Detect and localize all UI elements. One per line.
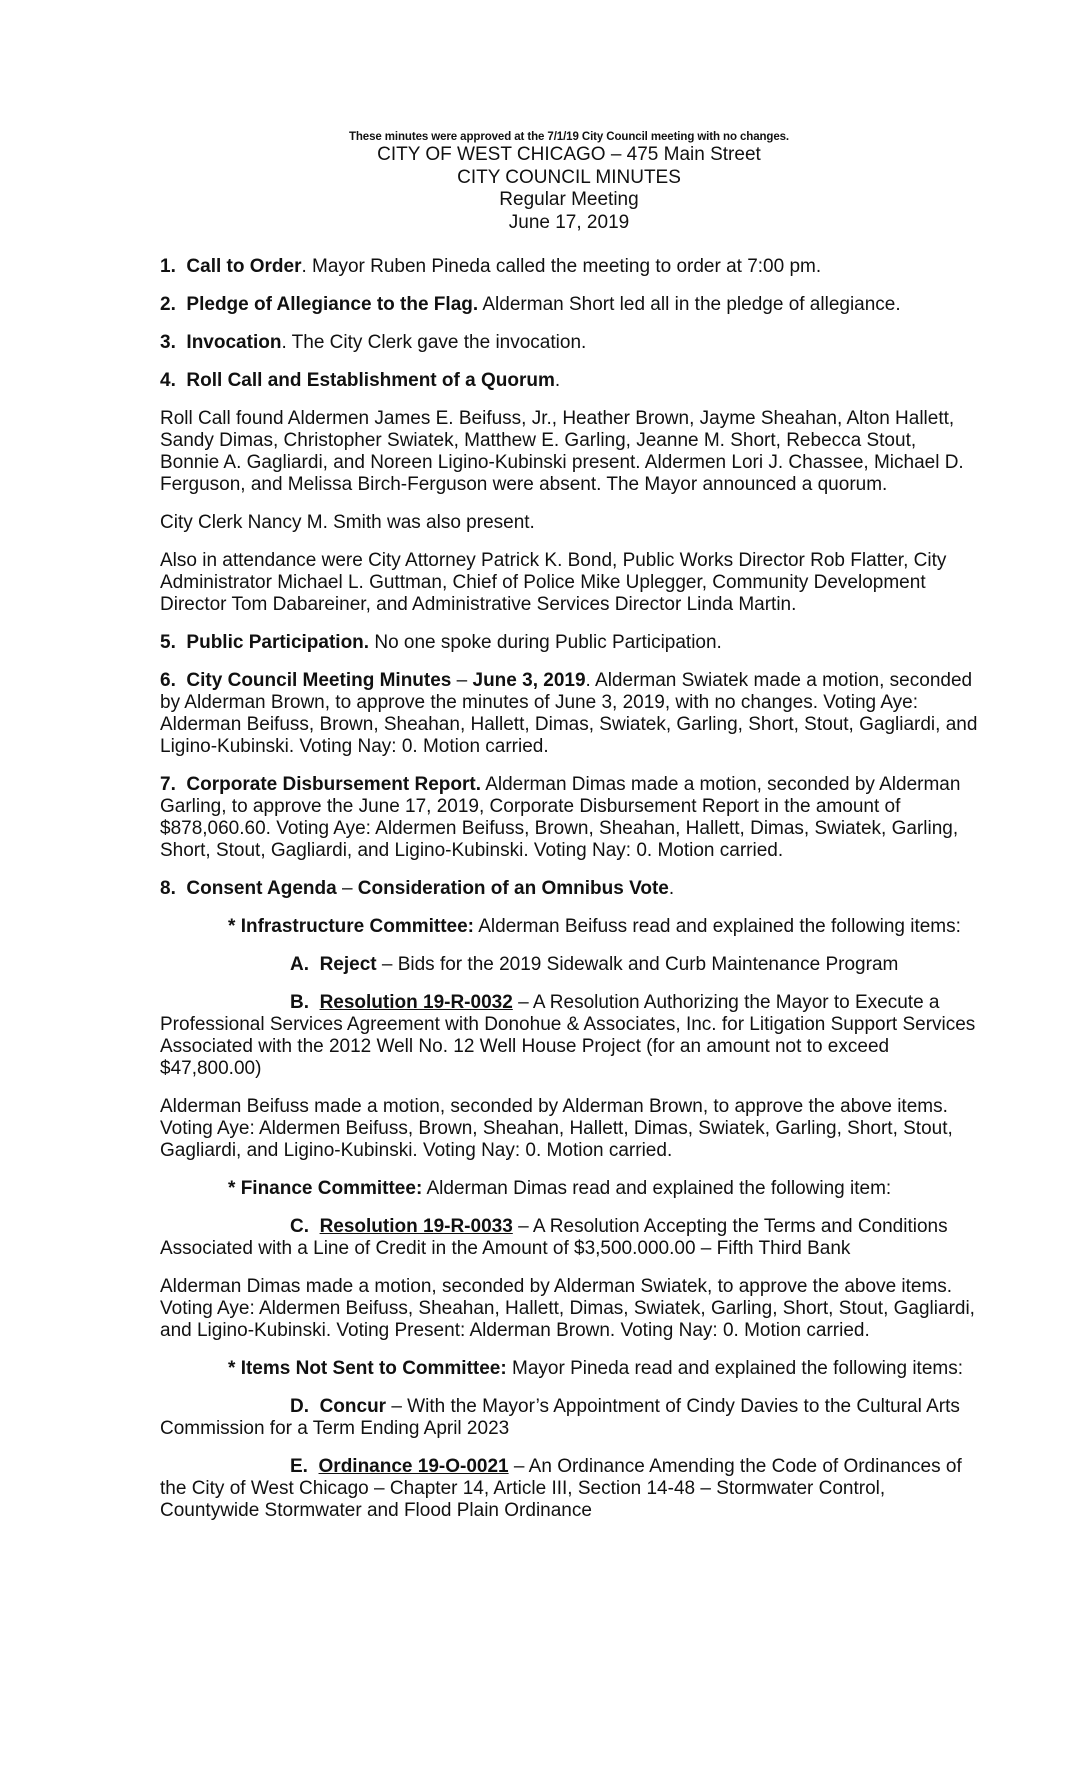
committee-text: Mayor Pineda read and explained the following items: — [506, 1358, 963, 1379]
section-title: Pledge of Allegiance to the Flag. — [186, 294, 479, 315]
section-number: 4. — [160, 370, 176, 391]
finance-motion: Alderman Dimas made a motion, seconded by Alderman Swiatek, to approve the above items. Voting Aye: Aldermen Beifuss, Sheahan, Hallett, Dimas, Swiatek, Garling, Short, Stout, Gagliardi, and Ligino-Kubinski. Voting Present: Alderman Brown. Voting Nay: 0. Motion carried. — [160, 1276, 975, 1341]
item-title: Resolution 19-R-0032 — [319, 992, 513, 1013]
document-title: CITY COUNCIL MINUTES — [457, 166, 681, 188]
agenda-item-c — [160, 1216, 978, 1260]
section-text: . Alderman Swiatek made a motion, seconded by Alderman Brown, to approve the minutes of June 3, 2019, with no changes. Voting Aye: Alderman Beifuss, Brown, Sheahan, Hallett, Dimas, Swiatek, Garling, Short, Stout, Gagliardi, and Ligino-Kubinski. Voting Nay: 0. Motion carried. — [160, 670, 978, 757]
section-call-to-order — [160, 256, 978, 278]
section-number: 8. — [160, 878, 176, 899]
item-label: E. — [290, 1456, 308, 1477]
item-text: – An Ordinance Amending the Code of Ordinances of the City of West Chicago – Chapter 14, Article III, Section 14-48 – Stormwater Control, Countywide Stormwater and Flood Plain Ordinance — [160, 1456, 962, 1521]
committee-text: Alderman Dimas read and explained the following item: — [422, 1178, 892, 1199]
item-label: C. — [290, 1216, 309, 1237]
section-text: Alderman Short led all in the pledge of allegiance. — [478, 294, 901, 315]
section-number: 3. — [160, 332, 176, 353]
section-text: . The City Clerk gave the invocation. — [281, 332, 587, 353]
items-not-sent — [160, 1358, 978, 1380]
agenda-item-e — [160, 1456, 978, 1522]
agenda-item-b — [160, 992, 978, 1080]
committee-text: Alderman Beifuss read and explained the following items: — [474, 916, 961, 937]
meeting-date: June 17, 2019 — [508, 211, 630, 233]
section-text: Alderman Dimas made a motion, seconded by Alderman Garling, to approve the June 17, 2019, Corporate Disbursement Report in the amount of $878,060.60. Voting Aye: Aldermen Beifuss, Brown, Sheahan, Hallett, Dimas, Swiatek, Garling, Short, Stout, Gagliardi, and Ligino-Kubinski. Voting Nay: 0. Motion carried. — [160, 774, 961, 861]
meeting-type: Regular Meeting — [499, 189, 639, 210]
section-text: No one spoke during Public Participation. — [369, 632, 722, 653]
section-invocation — [160, 332, 978, 354]
item-text: – With the Mayor’s Appointment of Cindy Davies to the Cultural Arts Commission for a Term Ending April 2023 — [160, 1396, 960, 1439]
item-title: Ordinance 19-O-0021 — [318, 1456, 509, 1477]
section-number: 2. — [160, 294, 176, 315]
bullet-star: * — [228, 916, 241, 937]
item-title: Resolution 19-R-0033 — [319, 1216, 513, 1237]
section-text: . Mayor Ruben Pineda called the meeting to order at 7:00 pm. — [301, 256, 822, 277]
section-title: City Council Meeting Minutes — [186, 670, 452, 691]
item-label: B. — [290, 992, 309, 1013]
roll-call-paragraph: Roll Call found Aldermen James E. Beifuss, Jr., Heather Brown, Jayme Sheahan, Alton Hallett, Sandy Dimas, Christopher Swiatek, Matthew E. Garling, Jeanne M. Short, Rebecca Stout, Bonnie A. Gagliardi, and Noreen Ligino-Kubinski present. Aldermen Lori J. Chassee, Michael D. Ferguson, and Melissa Birch-Ferguson were absent. The Mayor announced a quorum. — [160, 408, 964, 495]
clerk-paragraph: City Clerk Nancy M. Smith was also present. — [160, 512, 535, 533]
item-text: – A Resolution Authorizing the Mayor to Execute a Professional Services Agreement with Donohue & Associates, Inc. for Litigation Support Services Associated with the 2012 Well No. 12 Well House Project (for an amount not to exceed $47,800.00) — [160, 992, 976, 1079]
section-subtitle: Consideration of an Omnibus Vote — [357, 878, 669, 899]
agenda-item-a — [160, 954, 978, 976]
committee-title: Items Not Sent to Committee: — [240, 1358, 507, 1379]
section-pledge — [160, 294, 978, 316]
document-header — [160, 130, 978, 234]
section-meeting-minutes — [160, 670, 978, 758]
section-roll-call — [160, 370, 978, 392]
section-text: . — [668, 878, 675, 899]
agenda-item-d — [160, 1396, 978, 1440]
infrastructure-motion: Alderman Beifuss made a motion, seconded by Alderman Brown, to approve the above items. Voting Aye: Aldermen Beifuss, Brown, Sheahan, Hallett, Dimas, Swiatek, Garling, Short, Stout, Gagliardi, and Ligino-Kubinski. Voting Nay: 0. Motion carried. — [160, 1096, 953, 1161]
infrastructure-committee — [160, 916, 978, 938]
section-number: 5. — [160, 632, 176, 653]
section-dash: – — [451, 670, 473, 691]
item-text: – Bids for the 2019 Sidewalk and Curb Maintenance Program — [376, 954, 899, 975]
item-title: Concur — [319, 1396, 387, 1417]
section-title: Corporate Disbursement Report. — [186, 774, 481, 795]
bullet-star: * — [228, 1358, 241, 1379]
item-label: D. — [290, 1396, 309, 1417]
finance-committee — [160, 1178, 978, 1200]
section-title: Roll Call and Establishment of a Quorum — [186, 370, 555, 391]
section-title: Call to Order — [186, 256, 302, 277]
bullet-star: * — [228, 1178, 241, 1199]
city-address: CITY OF WEST CHICAGO – 475 Main Street — [377, 144, 761, 165]
attendance-paragraph: Also in attendance were City Attorney Patrick K. Bond, Public Works Director Rob Flatter, City Administrator Michael L. Guttman, Chief of Police Mike Uplegger, Community Development Director Tom Dabareiner, and Administrative Services Director Linda Martin. — [160, 550, 947, 615]
committee-title: Finance Committee: — [240, 1178, 423, 1199]
section-dash: – — [336, 878, 358, 899]
section-title: Invocation — [186, 332, 282, 353]
section-title-date: June 3, 2019 — [472, 670, 586, 691]
item-label: A. — [290, 954, 309, 975]
section-disbursement-report — [160, 774, 978, 862]
section-number: 6. — [160, 670, 176, 691]
committee-title: Infrastructure Committee: — [240, 916, 475, 937]
section-title: Consent Agenda — [186, 878, 337, 899]
section-public-participation — [160, 632, 978, 654]
section-number: 7. — [160, 774, 176, 795]
section-number: 1. — [160, 256, 176, 277]
section-text: . — [554, 370, 561, 391]
approval-note: These minutes were approved at the 7/1/19 City Council meeting with no changes. — [348, 131, 790, 143]
section-title: Public Participation. — [186, 632, 370, 653]
section-consent-agenda — [160, 878, 978, 900]
item-text: – A Resolution Accepting the Terms and Conditions Associated with a Line of Credit in the Amount of $3,500.000.00 – Fifth Third Bank — [160, 1216, 948, 1259]
item-title: Reject — [319, 954, 377, 975]
